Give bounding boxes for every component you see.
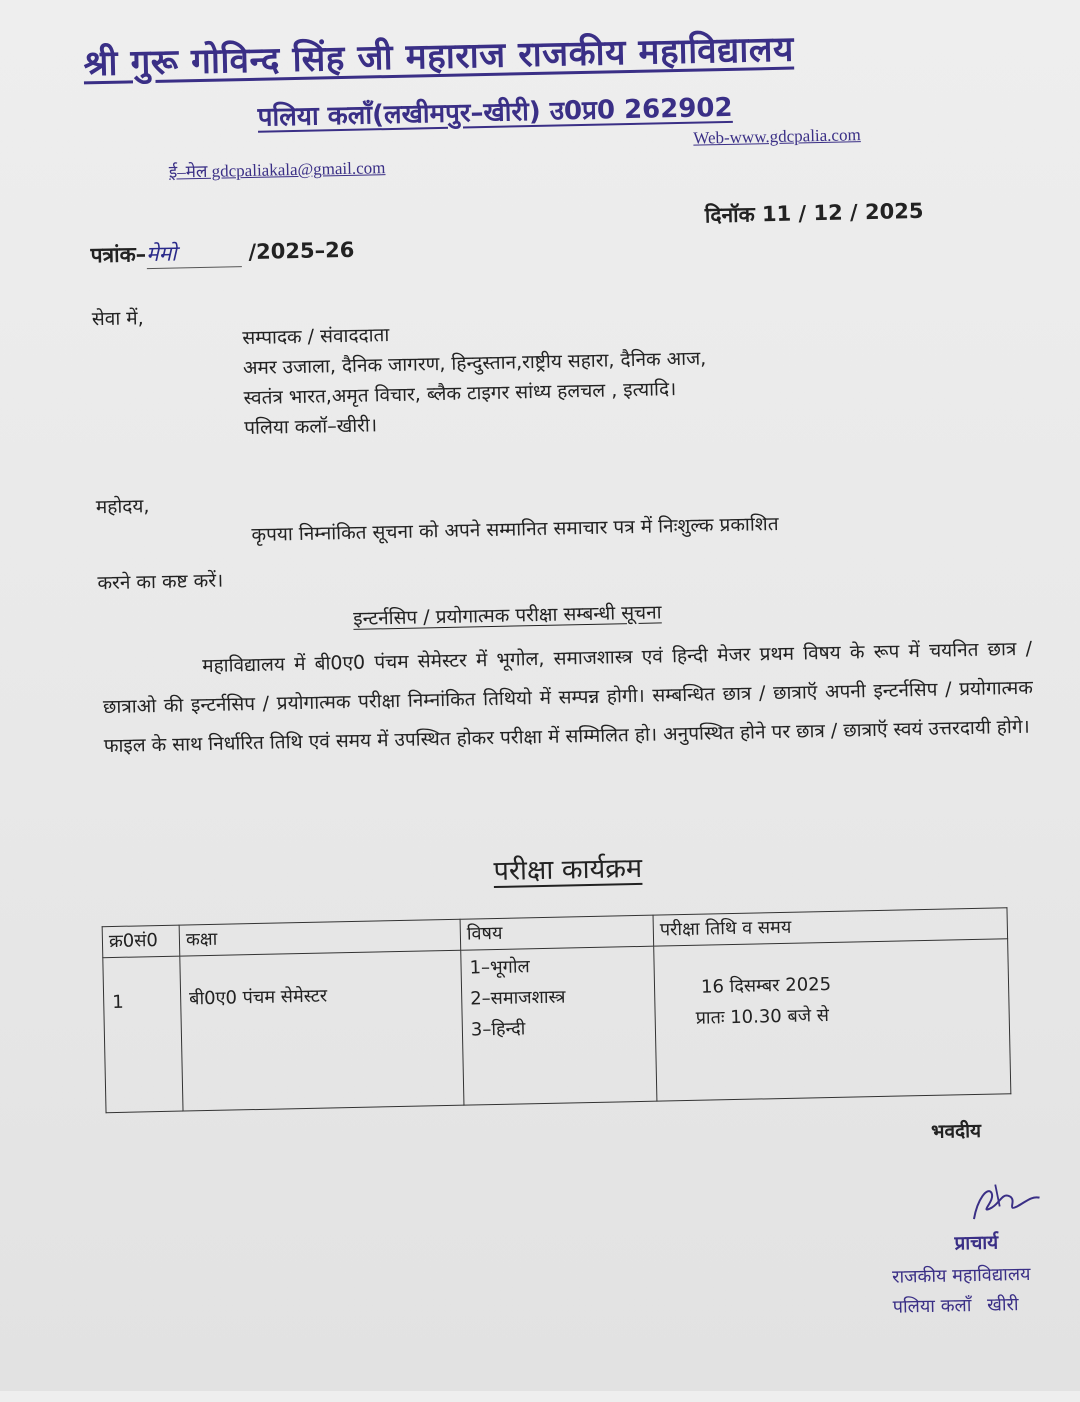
request-line: कृपया निम्नांकित सूचना को अपने सम्मानित समाचार पत्र में निःशुल्क प्रकाशित (251, 512, 779, 547)
signature-line: राजकीय महाविद्यालय (891, 1263, 1031, 1288)
greeting: महोदय, (95, 495, 150, 519)
college-name: श्री गुरू गोविन्द सिंह जी महाराज राजकीय महाविद्यालय (83, 29, 795, 85)
notice-subject: इन्टर्नसिप / प्रयोगात्मक परीक्षा सम्बन्धी सूचना (353, 601, 662, 630)
signature-line (893, 1292, 1019, 1319)
recipient-line: सम्पादक / संवाददाता (242, 324, 390, 350)
signature-place: पलिया कलॉं (892, 1295, 972, 1318)
college-email: ई–मेल gdcpaliakala@gmail.com (168, 158, 386, 182)
reference-number (90, 236, 354, 271)
principal-title: प्राचार्य (954, 1231, 999, 1255)
exam-schedule-table (102, 907, 1012, 1113)
cell-subjects (461, 946, 657, 1105)
cell-serial: 1 (103, 956, 183, 1113)
notice-paragraph: महाविद्यालय में बी0ए0 पंचम सेमेस्टर में भूगोल, समाजशास्त्र एवं हिन्दी मेजर प्रथम विषय के रूप में चयनित छात्र / छात्राओ की इन्टर्नसिप / प्रयोगात्मक परीक्षा निम्नांकित तिथियो में सम्पन्न होगी। सम्बन्धित छात्र / छात्राऍ अपनी इन्टर्नसिप / प्रयोगात्मक फाइल के साथ निर्धारित तिथि एवं समय में उपस्थित होकर परीक्षा में सम्मिलित हो। अनुपस्थित होने पर छात्र / छात्राऍ स्वयं उत्तरदायी होगे। (102, 637, 1034, 758)
college-address: पलिया कलॉं(लखीमपुर–खीरी) उ0प्र0 262902 (257, 92, 733, 133)
cell-class: बी0ए0 पंचम सेमेस्टर (180, 950, 464, 1111)
reference-handwritten: मेमो (146, 238, 242, 269)
reference-label: पत्रांक– (90, 242, 147, 268)
letter-date: दिनॉक 11 / 12 / 2025 (704, 198, 924, 228)
salutation-to: सेवा में, (91, 307, 144, 331)
program-title: परीक्षा कार्यक्रम (493, 852, 643, 888)
header-date-time: परीक्षा तिथि व समय (653, 908, 1008, 946)
header-class: कक्षा (179, 919, 461, 956)
subject-item: 3–हिन्दी (470, 1018, 526, 1041)
request-line: करने का कष्ट करें। (97, 569, 224, 595)
subject-item: 1–भूगोल (469, 956, 530, 979)
recipient-line: पलिया कलॉ–खीरी। (244, 414, 378, 440)
recipient-line: स्वतंत्र भारत,अमृत विचार, ब्लैक टाइगर सांध्य हलचल , इत्यादि। (243, 378, 677, 410)
closing: भवदीय (930, 1119, 982, 1143)
signature-district: खीरी (986, 1294, 1019, 1316)
subject-item: 2–समाजशास्त्र (470, 986, 566, 1010)
exam-time: प्रातः 10.30 बजे से (695, 1005, 830, 1029)
reference-suffix: /2025–26 (248, 237, 355, 265)
recipient-line: अमर उजाला, दैनिक जागरण, हिन्दुस्तान,राष्ट्रीय सहारा, दैनिक आज, (242, 347, 707, 380)
header-subject: विषय (460, 915, 654, 950)
signature-scribble (965, 1178, 1046, 1228)
cell-date-time (654, 939, 1011, 1101)
table-row (103, 939, 1011, 1113)
college-website: Web-www.gdcpalia.com (693, 125, 861, 148)
exam-date: 16 दिसम्बर 2025 (700, 973, 832, 998)
header-serial: क्र0सं0 (102, 925, 180, 958)
